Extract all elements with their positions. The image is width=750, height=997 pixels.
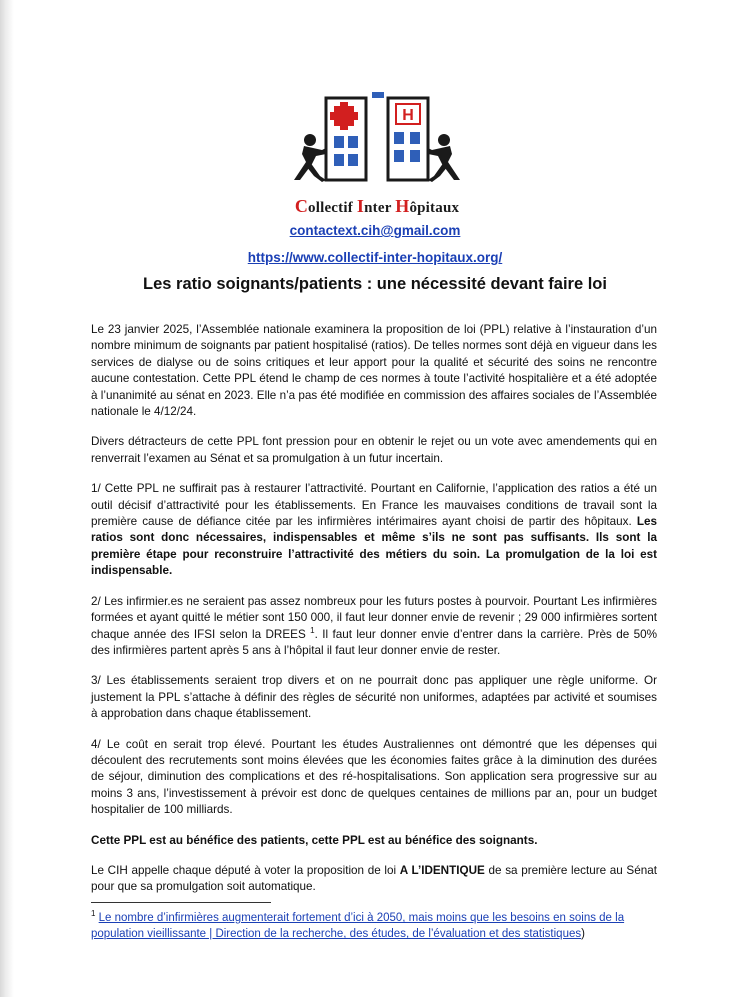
logo-name: Collectif Inter Hôpitaux [294, 196, 460, 216]
right-figure-icon [428, 134, 460, 182]
email-link[interactable]: contactext.cih@gmail.com [289, 223, 461, 238]
document-title: Les ratio soignants/patients : une nécessité devant faire loi [143, 275, 607, 293]
website-link[interactable]: https://www.collectif-inter-hopitaux.org/ [247, 250, 503, 265]
logo-graphic [282, 84, 472, 196]
paragraph-point-3: 3/ Les établissements seraient trop divers et on ne pourrait donc pas appliquer une règle uniforme. Or justement la PPL s’attache à définir des règles de sécurité non uniformes, adaptées par activité et soumises à approbation dans chaque établissement. [91, 674, 657, 721]
page-edge-shadow [0, 0, 14, 997]
paragraph-detractors: Divers détracteurs de cette PPL font pression pour en obtenir le rejet ou un vote avec amendements qui en renverrait l’examen au Sénat et sa promulgation à un futur incertain. [91, 435, 657, 465]
paragraph-conclusion: Cette PPL est au bénéfice des patients, cette PPL est au bénéfice des soignants. [91, 833, 538, 847]
footnote-marker: 1 [91, 909, 96, 919]
footnote-reference: 1 [310, 625, 315, 635]
website-line [0, 250, 750, 265]
footnote: $^1$ Le nombre d’infirmières augmenterait fortement d’ici à 2050, mais moins que les besoins en soins de la population vieillissante | Direction de la recherche, des études, de l’évaluation et des statistiques) [91, 909, 625, 940]
left-figure-icon [294, 134, 326, 182]
footnote-separator [91, 902, 271, 903]
paragraph-point-1: 1/ Cette PPL ne suffirait pas à restaurer l’attractivité. Pourtant en Californie, l’application des ratios a été un outil décisif d’attractivité pour les établissements. En France les mauvaises conditions de travail sont la première cause de défiance citée par les infirmières intérimaires ayant choisi de partir des hôpitaux. Les ratios sont donc nécessaires, indispensables et même s’ils ne sont pas suffisants. Ils sont la première étape pour reconstruire l’attractivité des métiers du soin. La promulgation de la loi est indispensable. [91, 482, 657, 578]
cih-logo [282, 84, 472, 216]
footnote-link[interactable]: Le nombre d’infirmières augmenterait fortement d’ici à 2050, mais moins que les besoins en soins de la population vieillissante | Direction de la recherche, des études, de l’évaluation et des statistiques [91, 912, 625, 940]
paragraph-point-4: 4/ Le coût en serait trop élevé. Pourtant les études Australiennes ont démontré que les dépenses qui découlent des recrutements sont moins élevées que les économies faites grâce à la diminution des durées de séjour, diminution des complications et des ré-hospitalisations. Son application sera progressive sur au moins 3 ans, l’investissement à prévoir est donc de quelques centaines de millions par an, pour un budget hospitalier de 100 milliards. [91, 737, 657, 817]
paragraph-call-to-action: Le CIH appelle chaque député à voter la proposition de loi A L’IDENTIQUE de sa première lecture au Sénat pour que sa promulgation soit automatique. [91, 863, 657, 894]
paragraph-point-2: 2/ Les infirmier.es ne seraient pas assez nombreux pour les futurs postes à pourvoir. Pourtant Les infirmières formées et ayant quitté le métier sont 150 000, il faut leur donner envie de revenir ; 29 000 infirmières sortent chaque année des IFSI selon la DREES $^1$. Il faut leur donner envie d’entrer dans la carrière. Près de 50% des infirmières partent après 5 ans à l’hôpital il faut leur donner envie de rester. [91, 594, 657, 657]
email-line [0, 223, 750, 238]
svg-text:H: H [402, 107, 414, 124]
paragraph-intro: Le 23 janvier 2025, l’Assemblée nationale examinera la proposition de loi (PPL) relative à l’instauration d’un nombre minimum de soignants par patient hospitalisé (ratios). De telles normes sont déjà en vigueur dans les services de dialyse ou de soins critiques et leur apport pour la qualité et sécurité des soins ne rencontre aucune contestation. Cette PPL étend le champ de ces normes à toute l’activité hospitalière et a été adoptée à l’unanimité au sénat en 2023. Elle n’a pas été modifiée en commission des affaires sociales de l’Assemblée nationale le 4/12/24. [91, 323, 657, 419]
document-body [91, 322, 657, 910]
